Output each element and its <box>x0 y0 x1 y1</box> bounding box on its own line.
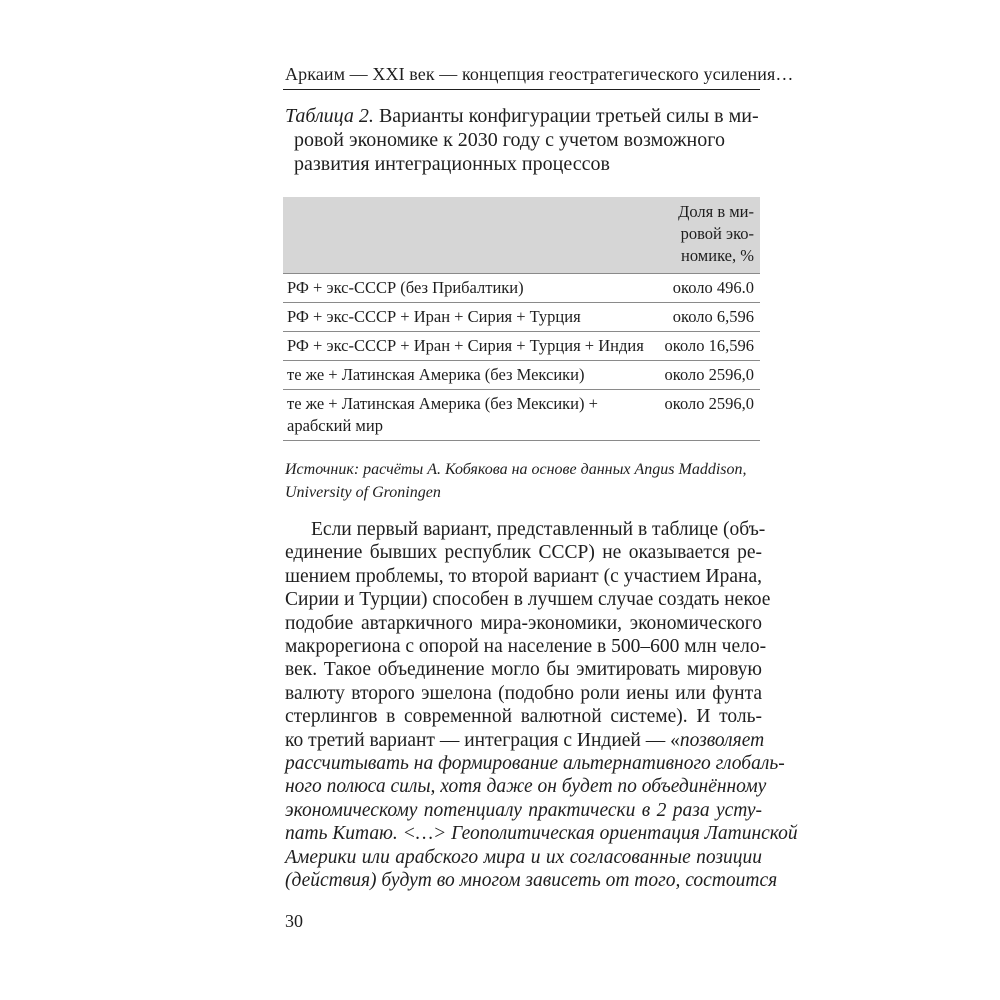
caption-text-1: Варианты конфигурации третьей силы в ми- <box>373 105 759 127</box>
table-header-share-line: номике, % <box>681 246 754 265</box>
body-line: подобие автаркичного мира-экономики, экономического <box>285 612 762 634</box>
body-line: век. Такое объединение могло бы эмитировать мировую <box>285 659 762 681</box>
table-cell-variant <box>283 390 658 441</box>
body-line: Если первый вариант, представленный в таблице (объ- <box>311 519 766 540</box>
table-cell-variant-line: те же + Латинская Америка (без Мексики) + <box>287 394 598 413</box>
table-cell-variant: РФ + экс-СССР (без Прибалтики) <box>283 274 658 303</box>
body-line <box>285 729 765 752</box>
table-cell-share: около 2596,0 <box>658 390 760 441</box>
body-quote-line: (действия) будут во многом зависеть от того, состоится <box>285 870 778 892</box>
table-cell-variant: РФ + экс-СССР + Иран + Сирия + Турция <box>283 303 658 332</box>
source-note <box>285 458 760 504</box>
table-header-share <box>658 197 760 274</box>
body-line: шением проблемы, то второй вариант (с участием Ирана, <box>285 565 762 587</box>
body-quote-line: Америки или арабского мира и их согласованные позиции <box>285 846 762 868</box>
table-header-variant <box>283 197 658 274</box>
table-header-share-line: ровой эко- <box>680 224 754 243</box>
table-header-share-line: Доля в ми- <box>678 202 754 221</box>
source-note-line: University of Groningen <box>285 484 441 501</box>
caption-line-1 <box>285 104 760 128</box>
body-quote-start: позволяет <box>679 729 765 751</box>
table-cell-share: около 6,596 <box>658 303 760 332</box>
table-row <box>283 332 760 361</box>
table-caption <box>285 104 760 176</box>
table-cell-share: около 2596,0 <box>658 361 760 390</box>
caption-label: Таблица 2. <box>285 105 374 127</box>
table-cell-share: около 16,596 <box>658 332 760 361</box>
caption-line-3: развития интеграционных процессов <box>294 153 610 175</box>
table-cell-variant-line: арабский мир <box>287 416 383 435</box>
running-head-rule <box>283 89 760 90</box>
body-quote-line: экономическому потенциалу практически в 2 раза усту- <box>285 799 762 821</box>
source-note-line: Источник: расчёты А. Кобякова на основе данных Angus Maddison, <box>285 461 747 478</box>
table-cell-share: около 496.0 <box>658 274 760 303</box>
body-quote-line: пать Китаю. <…> Геополитическая ориентация Латинской <box>285 823 798 845</box>
table-cell-variant: РФ + экс-СССР + Иран + Сирия + Турция + Индия <box>283 332 658 361</box>
body-line: Сирии и Турции) способен в лучшем случае создать некое <box>285 589 771 611</box>
table-cell-variant: те же + Латинская Америка (без Мексики) <box>283 361 658 390</box>
running-head: Аркаим — XXI век — концепция геостратегического усиления… <box>285 64 794 84</box>
table-row <box>283 361 760 390</box>
body-line: макрорегиона с опорой на население в 500–600 млн чело- <box>285 636 767 658</box>
table-row <box>283 390 760 441</box>
body-line: стерлингов в современной валютной системе). И толь- <box>285 706 762 728</box>
body-text-run: ко третий вариант — интеграция с Индией — « <box>285 729 680 751</box>
configuration-table <box>283 197 760 441</box>
body-quote-line: рассчитывать на формирование альтернативного глобаль- <box>285 753 785 775</box>
body-line: единение бывших республик СССР) не оказывается ре- <box>285 542 762 564</box>
table-row <box>283 303 760 332</box>
body-line: валюту второго эшелона (подобно роли иены или фунта <box>285 682 762 704</box>
body-paragraph <box>285 518 798 893</box>
body-quote-line: ного полюса силы, хотя даже он будет по объединённому <box>285 776 767 798</box>
page-number: 30 <box>285 911 303 931</box>
table-header-row <box>283 197 760 274</box>
table-row <box>283 274 760 303</box>
caption-line-2: ровой экономике к 2030 году с учетом возможного <box>294 129 725 151</box>
